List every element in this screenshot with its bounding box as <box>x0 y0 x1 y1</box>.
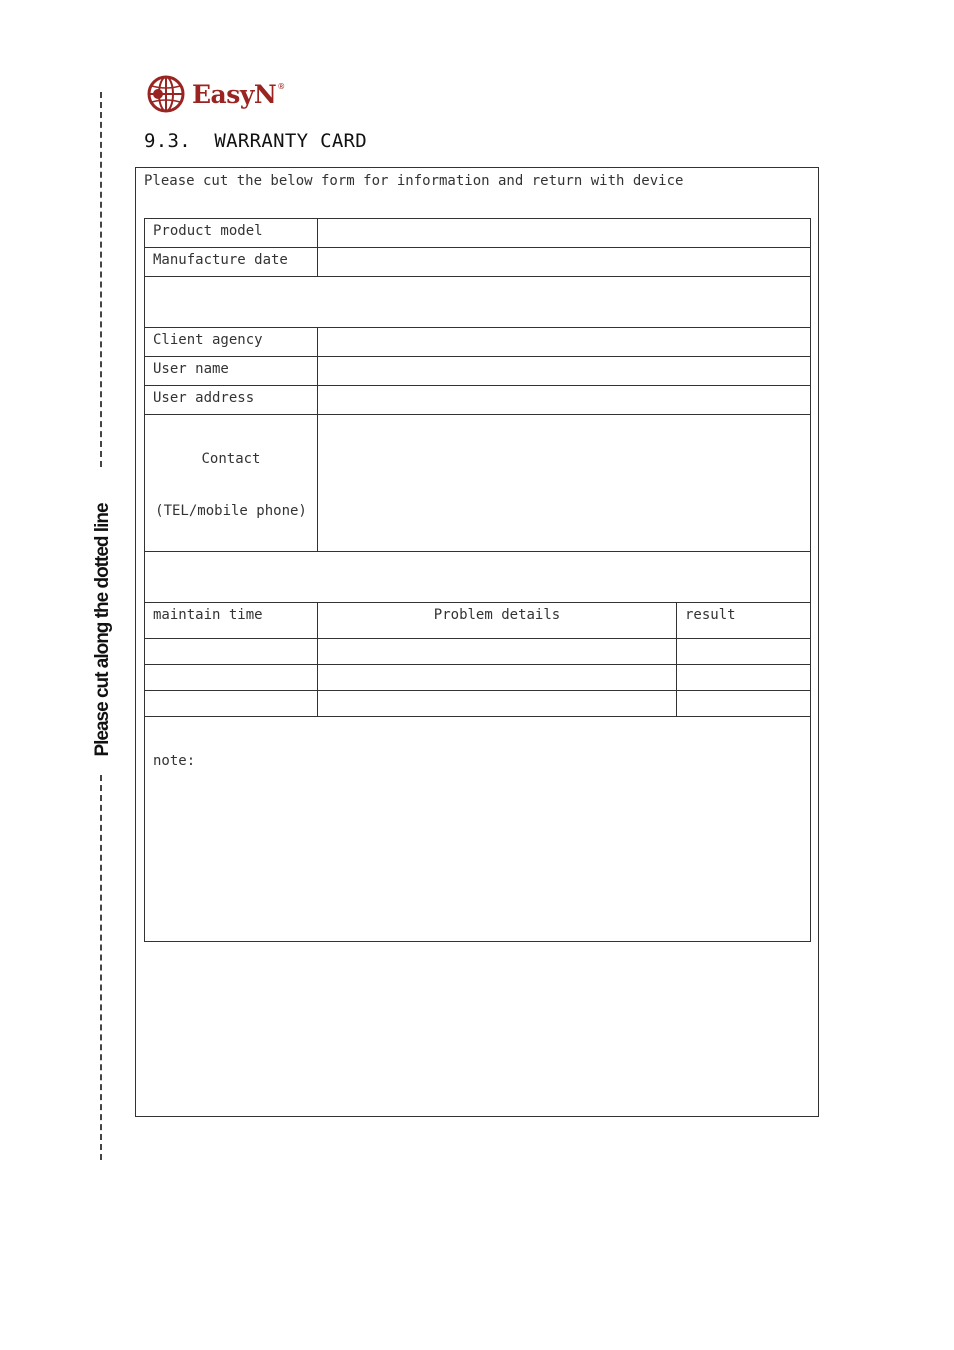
contact-field[interactable] <box>318 415 811 552</box>
product-model-row <box>145 219 811 248</box>
maintain-time-cell[interactable] <box>145 639 318 665</box>
registered-mark: ® <box>277 81 286 91</box>
maintain-time-cell[interactable] <box>145 665 318 691</box>
header-maintain-time: maintain time <box>145 603 318 639</box>
user-address-field[interactable] <box>318 386 811 415</box>
maintenance-row <box>145 665 811 691</box>
spacer-row <box>145 277 811 328</box>
maintenance-row <box>145 639 811 665</box>
spacer-row <box>145 552 811 603</box>
section-title: 9.3. WARRANTY CARD <box>144 130 368 152</box>
maintenance-header-row <box>145 603 811 639</box>
problem-details-cell[interactable] <box>318 691 677 717</box>
note-row <box>145 717 811 942</box>
header-problem-details: Problem details <box>318 603 677 639</box>
blank-separator <box>145 277 811 328</box>
cut-line-bottom <box>100 775 102 1160</box>
client-agency-label: Client agency <box>145 328 318 357</box>
result-cell[interactable] <box>677 665 811 691</box>
warranty-card <box>135 167 819 1117</box>
card-intro: Please cut the below form for information and return with device <box>144 173 684 189</box>
globe-icon <box>146 74 186 114</box>
note-label: note: <box>153 753 196 769</box>
header-result: result <box>677 603 811 639</box>
product-model-label: Product model <box>145 219 318 248</box>
user-address-row <box>145 386 811 415</box>
user-address-label: User address <box>145 386 318 415</box>
warranty-form <box>144 218 811 942</box>
user-name-row <box>145 357 811 386</box>
problem-details-cell[interactable] <box>318 639 677 665</box>
user-name-field[interactable] <box>318 357 811 386</box>
manufacture-date-field[interactable] <box>318 248 811 277</box>
client-agency-row <box>145 328 811 357</box>
brand-logo <box>146 72 285 116</box>
brand-name: EasyN <box>192 79 277 109</box>
maintenance-row <box>145 691 811 717</box>
cut-instruction: Please cut along the dotted line <box>92 503 113 757</box>
result-cell[interactable] <box>677 639 811 665</box>
manufacture-date-label: Manufacture date <box>145 248 318 277</box>
user-name-label: User name <box>145 357 318 386</box>
cut-line-top <box>100 92 102 467</box>
maintain-time-cell[interactable] <box>145 691 318 717</box>
contact-label: Contact (TEL/mobile phone) <box>145 415 318 552</box>
blank-separator <box>145 552 811 603</box>
product-model-field[interactable] <box>318 219 811 248</box>
contact-row <box>145 415 811 552</box>
client-agency-field[interactable] <box>318 328 811 357</box>
note-field[interactable] <box>145 717 811 942</box>
problem-details-cell[interactable] <box>318 665 677 691</box>
result-cell[interactable] <box>677 691 811 717</box>
manufacture-date-row <box>145 248 811 277</box>
